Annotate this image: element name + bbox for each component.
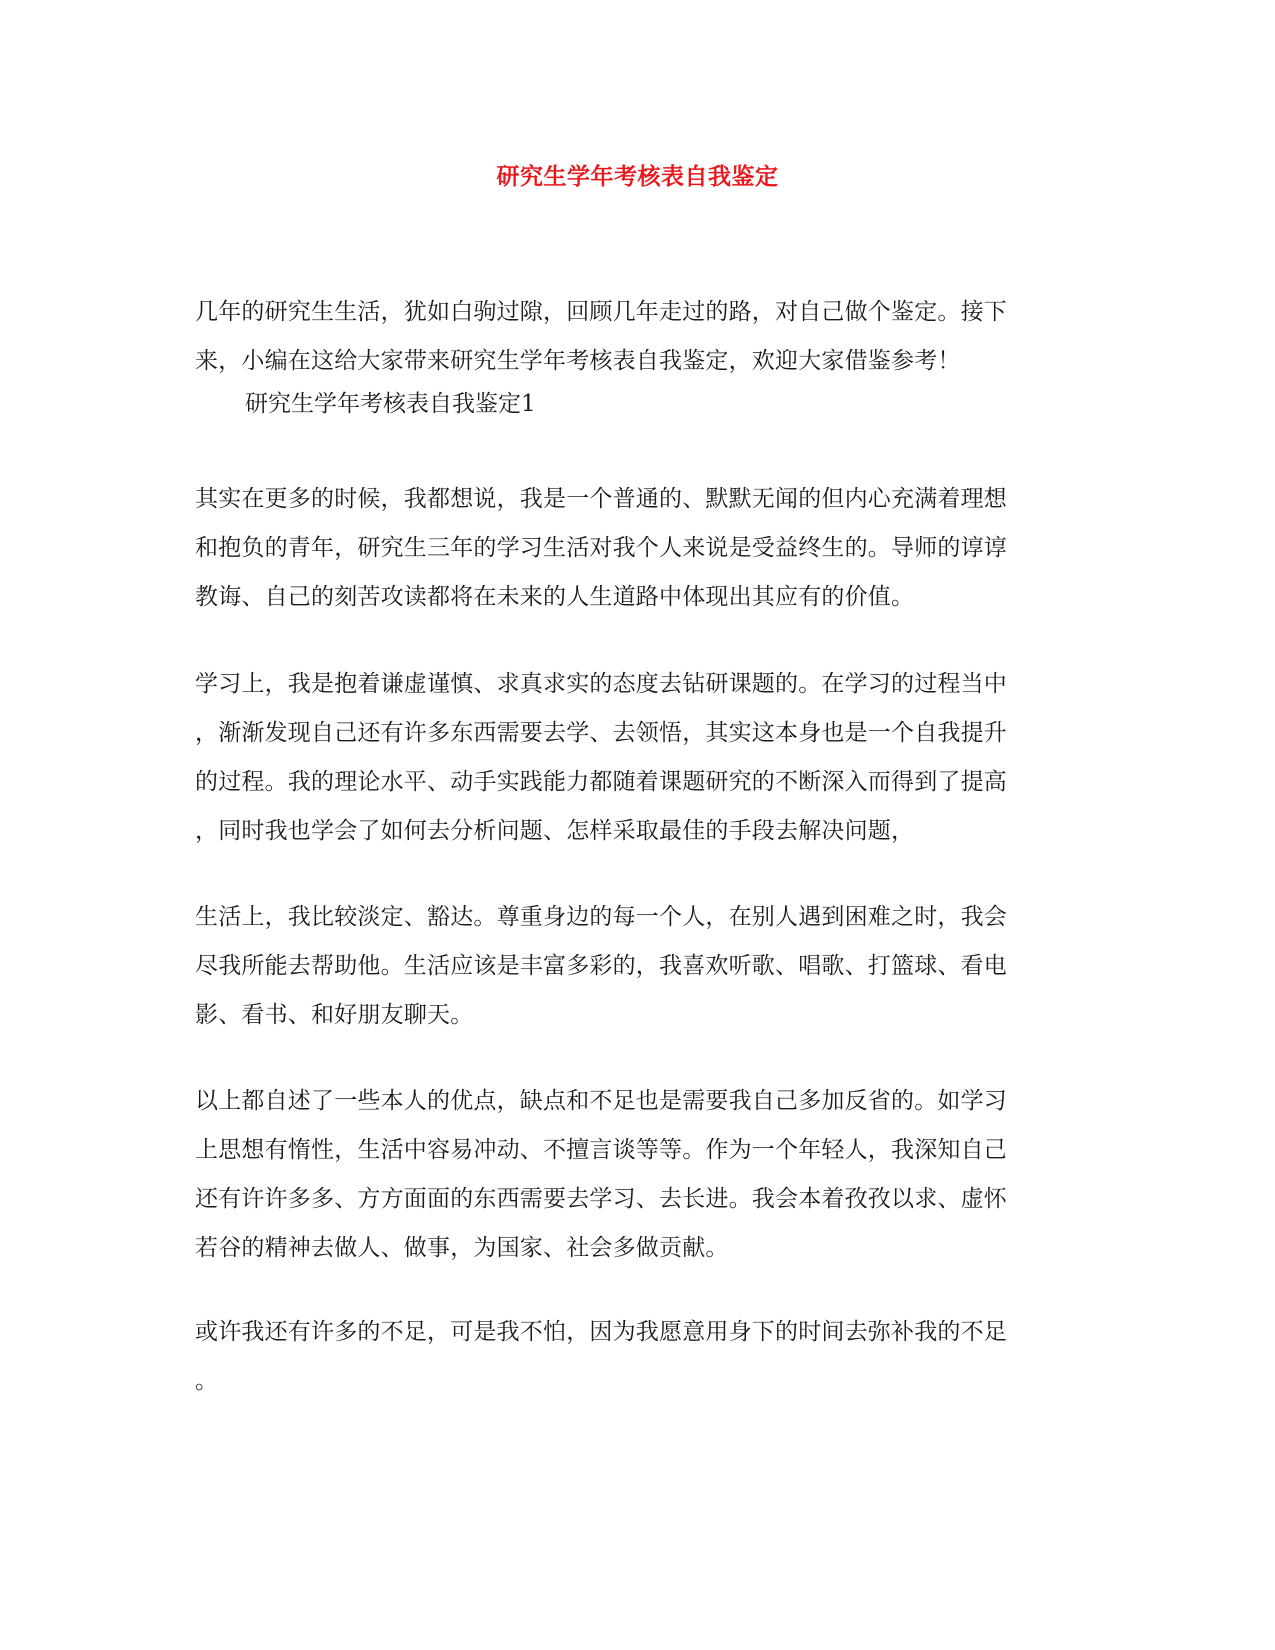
paragraph-line: 影、看书、和好朋友聊天。 <box>195 1002 474 1028</box>
paragraph-line: 尽我所能去帮助他。生活应该是丰富多彩的，我喜欢听歌、唱歌、打篮球、看电 <box>195 953 1007 979</box>
paragraph-line: 其实在更多的时候，我都想说，我是一个普通的、默默无闻的但内心充满着理想 <box>195 486 1007 512</box>
paragraph-line: ，同时我也学会了如何去分析问题、怎样采取最佳的手段去解决问题， <box>195 818 915 844</box>
document-title: 研究生学年考核表自我鉴定 <box>496 163 779 190</box>
paragraph-line: 若谷的精神去做人、做事，为国家、社会多做贡献。 <box>195 1235 729 1261</box>
intro-paragraph <box>195 288 1075 386</box>
paragraph-5 <box>195 1308 1075 1406</box>
paragraph-1 <box>195 475 1075 622</box>
paragraph-line: 还有许许多多、方方面面的东西需要去学习、去长进。我会本着孜孜以求、虚怀 <box>195 1186 1007 1212</box>
paragraph-line: 。 <box>195 1368 219 1394</box>
intro-line: 来，小编在这给大家带来研究生学年考核表自我鉴定，欢迎大家借鉴参考！ <box>195 348 961 374</box>
paragraph-line: 以上都自述了一些本人的优点，缺点和不足也是需要我自己多加反省的。如学习 <box>195 1088 1007 1114</box>
paragraph-3 <box>195 893 1075 1040</box>
paragraph-line: 上思想有惰性，生活中容易冲动、不擅言谈等等。作为一个年轻人，我深知自己 <box>195 1137 1007 1163</box>
intro-line: 几年的研究生生活，犹如白驹过隙，回顾几年走过的路，对自己做个鉴定。接下 <box>195 299 1007 325</box>
paragraph-line: ，渐渐发现自己还有许多东西需要去学、去领悟，其实这本身也是一个自我提升 <box>195 720 1007 746</box>
paragraph-line: 或许我还有许多的不足，可是我不怕，因为我愿意用身下的时间去弥补我的不足 <box>195 1319 1007 1345</box>
paragraph-line: 的过程。我的理论水平、动手实践能力都随着课题研究的不断深入而得到了提高 <box>195 769 1007 795</box>
paragraph-2 <box>195 660 1075 856</box>
paragraph-line: 学习上，我是抱着谦虚谨慎、求真求实的态度去钻研课题的。在学习的过程当中 <box>195 671 1007 697</box>
paragraph-4 <box>195 1077 1075 1273</box>
section-subheading: 研究生学年考核表自我鉴定1 <box>245 391 536 417</box>
paragraph-line: 生活上，我比较淡定、豁达。尊重身边的每一个人，在别人遇到困难之时，我会 <box>195 904 1007 930</box>
paragraph-line: 教诲、自己的刻苦攻读都将在未来的人生道路中体现出其应有的价值。 <box>195 584 915 610</box>
paragraph-line: 和抱负的青年，研究生三年的学习生活对我个人来说是受益终生的。导师的谆谆 <box>195 535 1007 561</box>
